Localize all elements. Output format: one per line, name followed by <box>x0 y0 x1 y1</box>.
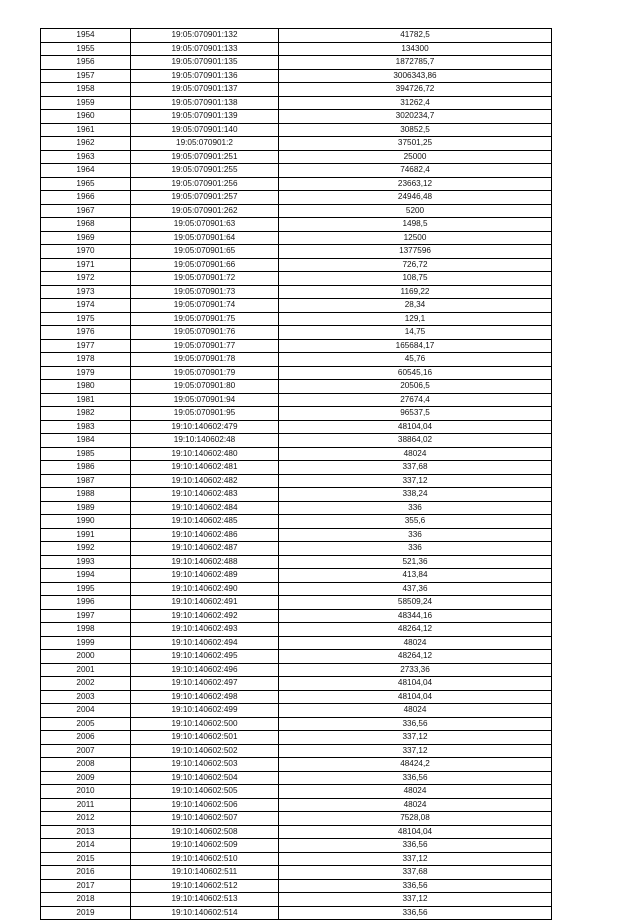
table-row <box>41 677 552 691</box>
row-number-cell: 1989 <box>41 501 131 515</box>
cadastral-number-cell: 19:10:140602:505 <box>131 785 279 799</box>
table-row <box>41 758 552 772</box>
table-row <box>41 582 552 596</box>
cadastral-number-cell: 19:05:070901:78 <box>131 353 279 367</box>
table-row <box>41 299 552 313</box>
table-row <box>41 150 552 164</box>
value-cell: 41782,5 <box>279 29 552 43</box>
table-row <box>41 798 552 812</box>
row-number-cell: 1985 <box>41 447 131 461</box>
row-number-cell: 1969 <box>41 231 131 245</box>
cadastral-number-cell: 19:05:070901:63 <box>131 218 279 232</box>
cadastral-number-cell: 19:05:070901:132 <box>131 29 279 43</box>
cadastral-number-cell: 19:10:140602:486 <box>131 528 279 542</box>
table-row <box>41 231 552 245</box>
cadastral-number-cell: 19:05:070901:2 <box>131 137 279 151</box>
row-number-cell: 1979 <box>41 366 131 380</box>
value-cell: 337,12 <box>279 474 552 488</box>
cadastral-number-cell: 19:10:140602:489 <box>131 569 279 583</box>
table-row <box>41 731 552 745</box>
value-cell: 336,56 <box>279 906 552 920</box>
row-number-cell: 1980 <box>41 380 131 394</box>
table-row <box>41 704 552 718</box>
document-page <box>40 28 551 920</box>
row-number-cell: 1976 <box>41 326 131 340</box>
cadastral-number-cell: 19:05:070901:262 <box>131 204 279 218</box>
cadastral-number-cell: 19:10:140602:508 <box>131 825 279 839</box>
table-row <box>41 515 552 529</box>
table-row <box>41 744 552 758</box>
row-number-cell: 1971 <box>41 258 131 272</box>
cadastral-number-cell: 19:10:140602:497 <box>131 677 279 691</box>
row-number-cell: 1966 <box>41 191 131 205</box>
cadastral-number-cell: 19:05:070901:77 <box>131 339 279 353</box>
row-number-cell: 1968 <box>41 218 131 232</box>
value-cell: 165684,17 <box>279 339 552 353</box>
table-row <box>41 461 552 475</box>
table-row <box>41 569 552 583</box>
cadastral-number-cell: 19:05:070901:256 <box>131 177 279 191</box>
value-cell: 337,68 <box>279 461 552 475</box>
value-cell: 336 <box>279 501 552 515</box>
table-row <box>41 906 552 920</box>
table-row <box>41 258 552 272</box>
row-number-cell: 2016 <box>41 866 131 880</box>
cadastral-number-cell: 19:10:140602:488 <box>131 555 279 569</box>
cadastral-number-cell: 19:10:140602:485 <box>131 515 279 529</box>
value-cell: 337,12 <box>279 852 552 866</box>
cadastral-number-cell: 19:10:140602:498 <box>131 690 279 704</box>
value-cell: 37501,25 <box>279 137 552 151</box>
row-number-cell: 1991 <box>41 528 131 542</box>
row-number-cell: 2008 <box>41 758 131 772</box>
value-cell: 336,56 <box>279 771 552 785</box>
row-number-cell: 1999 <box>41 636 131 650</box>
cadastral-number-cell: 19:10:140602:484 <box>131 501 279 515</box>
value-cell: 338,24 <box>279 488 552 502</box>
cadastral-number-cell: 19:05:070901:136 <box>131 69 279 83</box>
cadastral-number-cell: 19:10:140602:513 <box>131 893 279 907</box>
table-row <box>41 191 552 205</box>
table-row <box>41 312 552 326</box>
row-number-cell: 1978 <box>41 353 131 367</box>
cadastral-number-cell: 19:10:140602:511 <box>131 866 279 880</box>
row-number-cell: 1958 <box>41 83 131 97</box>
cadastral-number-cell: 19:05:070901:65 <box>131 245 279 259</box>
row-number-cell: 1997 <box>41 609 131 623</box>
value-cell: 108,75 <box>279 272 552 286</box>
row-number-cell: 2003 <box>41 690 131 704</box>
table-row <box>41 272 552 286</box>
value-cell: 48104,04 <box>279 420 552 434</box>
value-cell: 336,56 <box>279 839 552 853</box>
row-number-cell: 1982 <box>41 407 131 421</box>
row-number-cell: 1992 <box>41 542 131 556</box>
cadastral-number-cell: 19:10:140602:514 <box>131 906 279 920</box>
row-number-cell: 1961 <box>41 123 131 137</box>
cadastral-number-cell: 19:05:070901:94 <box>131 393 279 407</box>
value-cell: 1872785,7 <box>279 56 552 70</box>
cadastral-number-cell: 19:10:140602:494 <box>131 636 279 650</box>
row-number-cell: 2005 <box>41 717 131 731</box>
value-cell: 129,1 <box>279 312 552 326</box>
value-cell: 58509,24 <box>279 596 552 610</box>
table-row <box>41 245 552 259</box>
table-row <box>41 83 552 97</box>
table-row <box>41 285 552 299</box>
cadastral-number-cell: 19:05:070901:139 <box>131 110 279 124</box>
table-row <box>41 555 552 569</box>
data-table <box>40 28 552 920</box>
table-row <box>41 326 552 340</box>
cadastral-number-cell: 19:10:140602:500 <box>131 717 279 731</box>
table-row <box>41 879 552 893</box>
value-cell: 96537,5 <box>279 407 552 421</box>
row-number-cell: 1956 <box>41 56 131 70</box>
cadastral-number-cell: 19:05:070901:79 <box>131 366 279 380</box>
value-cell: 134300 <box>279 42 552 56</box>
table-row <box>41 69 552 83</box>
cadastral-number-cell: 19:10:140602:483 <box>131 488 279 502</box>
cadastral-number-cell: 19:10:140602:509 <box>131 839 279 853</box>
value-cell: 14,75 <box>279 326 552 340</box>
table-row <box>41 663 552 677</box>
table-row <box>41 825 552 839</box>
value-cell: 7528,08 <box>279 812 552 826</box>
value-cell: 521,36 <box>279 555 552 569</box>
cadastral-number-cell: 19:05:070901:251 <box>131 150 279 164</box>
table-row <box>41 393 552 407</box>
table-row <box>41 420 552 434</box>
cadastral-number-cell: 19:10:140602:506 <box>131 798 279 812</box>
table-row <box>41 528 552 542</box>
row-number-cell: 1987 <box>41 474 131 488</box>
value-cell: 336,56 <box>279 879 552 893</box>
cadastral-number-cell: 19:10:140602:510 <box>131 852 279 866</box>
value-cell: 45,76 <box>279 353 552 367</box>
table-row <box>41 339 552 353</box>
cadastral-number-cell: 19:05:070901:138 <box>131 96 279 110</box>
table-row <box>41 866 552 880</box>
cadastral-number-cell: 19:05:070901:64 <box>131 231 279 245</box>
row-number-cell: 1983 <box>41 420 131 434</box>
row-number-cell: 1998 <box>41 623 131 637</box>
row-number-cell: 2019 <box>41 906 131 920</box>
row-number-cell: 1963 <box>41 150 131 164</box>
row-number-cell: 1984 <box>41 434 131 448</box>
row-number-cell: 1973 <box>41 285 131 299</box>
cadastral-number-cell: 19:05:070901:95 <box>131 407 279 421</box>
row-number-cell: 2012 <box>41 812 131 826</box>
table-row <box>41 474 552 488</box>
value-cell: 25000 <box>279 150 552 164</box>
value-cell: 74682,4 <box>279 164 552 178</box>
value-cell: 24946,48 <box>279 191 552 205</box>
value-cell: 3006343,86 <box>279 69 552 83</box>
value-cell: 12500 <box>279 231 552 245</box>
row-number-cell: 1970 <box>41 245 131 259</box>
table-row <box>41 488 552 502</box>
cadastral-number-cell: 19:10:140602:504 <box>131 771 279 785</box>
cadastral-number-cell: 19:05:070901:255 <box>131 164 279 178</box>
row-number-cell: 2010 <box>41 785 131 799</box>
value-cell: 48024 <box>279 447 552 461</box>
cadastral-number-cell: 19:05:070901:66 <box>131 258 279 272</box>
row-number-cell: 1993 <box>41 555 131 569</box>
value-cell: 60545,16 <box>279 366 552 380</box>
value-cell: 27674,4 <box>279 393 552 407</box>
value-cell: 1377596 <box>279 245 552 259</box>
value-cell: 28,34 <box>279 299 552 313</box>
table-row <box>41 353 552 367</box>
value-cell: 437,36 <box>279 582 552 596</box>
value-cell: 48024 <box>279 798 552 812</box>
row-number-cell: 1996 <box>41 596 131 610</box>
row-number-cell: 2002 <box>41 677 131 691</box>
cadastral-number-cell: 19:10:140602:481 <box>131 461 279 475</box>
table-row <box>41 852 552 866</box>
row-number-cell: 2014 <box>41 839 131 853</box>
row-number-cell: 2015 <box>41 852 131 866</box>
row-number-cell: 1975 <box>41 312 131 326</box>
table-row <box>41 56 552 70</box>
table-row <box>41 542 552 556</box>
row-number-cell: 2009 <box>41 771 131 785</box>
row-number-cell: 1962 <box>41 137 131 151</box>
table-row <box>41 434 552 448</box>
row-number-cell: 1988 <box>41 488 131 502</box>
cadastral-number-cell: 19:10:140602:48 <box>131 434 279 448</box>
value-cell: 1169,22 <box>279 285 552 299</box>
value-cell: 337,12 <box>279 744 552 758</box>
cadastral-number-cell: 19:05:070901:76 <box>131 326 279 340</box>
value-cell: 48424,2 <box>279 758 552 772</box>
row-number-cell: 1995 <box>41 582 131 596</box>
table-row <box>41 123 552 137</box>
value-cell: 2733,36 <box>279 663 552 677</box>
cadastral-number-cell: 19:10:140602:495 <box>131 650 279 664</box>
table-row <box>41 785 552 799</box>
cadastral-number-cell: 19:10:140602:480 <box>131 447 279 461</box>
table-row <box>41 771 552 785</box>
value-cell: 336,56 <box>279 717 552 731</box>
table-row <box>41 623 552 637</box>
value-cell: 48264,12 <box>279 650 552 664</box>
cadastral-number-cell: 19:05:070901:73 <box>131 285 279 299</box>
table-row <box>41 137 552 151</box>
value-cell: 1498,5 <box>279 218 552 232</box>
row-number-cell: 2006 <box>41 731 131 745</box>
cadastral-number-cell: 19:05:070901:137 <box>131 83 279 97</box>
value-cell: 726,72 <box>279 258 552 272</box>
value-cell: 413,84 <box>279 569 552 583</box>
value-cell: 30852,5 <box>279 123 552 137</box>
row-number-cell: 2017 <box>41 879 131 893</box>
table-row <box>41 717 552 731</box>
row-number-cell: 2011 <box>41 798 131 812</box>
row-number-cell: 1959 <box>41 96 131 110</box>
row-number-cell: 1964 <box>41 164 131 178</box>
table-row <box>41 690 552 704</box>
value-cell: 337,12 <box>279 893 552 907</box>
table-row <box>41 501 552 515</box>
cadastral-number-cell: 19:10:140602:507 <box>131 812 279 826</box>
value-cell: 355,6 <box>279 515 552 529</box>
table-body <box>41 29 552 920</box>
value-cell: 23663,12 <box>279 177 552 191</box>
table-row <box>41 29 552 43</box>
table-row <box>41 164 552 178</box>
cadastral-number-cell: 19:05:070901:135 <box>131 56 279 70</box>
table-row <box>41 407 552 421</box>
row-number-cell: 1990 <box>41 515 131 529</box>
table-row <box>41 96 552 110</box>
cadastral-number-cell: 19:10:140602:496 <box>131 663 279 677</box>
table-row <box>41 366 552 380</box>
row-number-cell: 1965 <box>41 177 131 191</box>
table-row <box>41 596 552 610</box>
table-row <box>41 380 552 394</box>
table-row <box>41 839 552 853</box>
row-number-cell: 2001 <box>41 663 131 677</box>
row-number-cell: 2013 <box>41 825 131 839</box>
value-cell: 48344,16 <box>279 609 552 623</box>
table-row <box>41 447 552 461</box>
row-number-cell: 1994 <box>41 569 131 583</box>
row-number-cell: 1972 <box>41 272 131 286</box>
value-cell: 337,12 <box>279 731 552 745</box>
cadastral-number-cell: 19:05:070901:257 <box>131 191 279 205</box>
cadastral-number-cell: 19:10:140602:501 <box>131 731 279 745</box>
table-row <box>41 650 552 664</box>
table-row <box>41 218 552 232</box>
value-cell: 48264,12 <box>279 623 552 637</box>
value-cell: 3020234,7 <box>279 110 552 124</box>
value-cell: 336 <box>279 542 552 556</box>
table-row <box>41 812 552 826</box>
value-cell: 337,68 <box>279 866 552 880</box>
value-cell: 48024 <box>279 636 552 650</box>
value-cell: 48024 <box>279 704 552 718</box>
value-cell: 48104,04 <box>279 677 552 691</box>
value-cell: 48104,04 <box>279 825 552 839</box>
table-row <box>41 177 552 191</box>
row-number-cell: 1957 <box>41 69 131 83</box>
cadastral-number-cell: 19:10:140602:503 <box>131 758 279 772</box>
value-cell: 394726,72 <box>279 83 552 97</box>
row-number-cell: 1981 <box>41 393 131 407</box>
cadastral-number-cell: 19:10:140602:482 <box>131 474 279 488</box>
row-number-cell: 1967 <box>41 204 131 218</box>
cadastral-number-cell: 19:05:070901:75 <box>131 312 279 326</box>
row-number-cell: 1960 <box>41 110 131 124</box>
value-cell: 20506,5 <box>279 380 552 394</box>
row-number-cell: 2007 <box>41 744 131 758</box>
row-number-cell: 2004 <box>41 704 131 718</box>
row-number-cell: 1955 <box>41 42 131 56</box>
cadastral-number-cell: 19:05:070901:133 <box>131 42 279 56</box>
table-row <box>41 110 552 124</box>
cadastral-number-cell: 19:05:070901:80 <box>131 380 279 394</box>
row-number-cell: 2018 <box>41 893 131 907</box>
cadastral-number-cell: 19:10:140602:512 <box>131 879 279 893</box>
cadastral-number-cell: 19:10:140602:479 <box>131 420 279 434</box>
cadastral-number-cell: 19:05:070901:74 <box>131 299 279 313</box>
row-number-cell: 1974 <box>41 299 131 313</box>
value-cell: 48024 <box>279 785 552 799</box>
cadastral-number-cell: 19:05:070901:140 <box>131 123 279 137</box>
cadastral-number-cell: 19:10:140602:492 <box>131 609 279 623</box>
value-cell: 38864,02 <box>279 434 552 448</box>
row-number-cell: 1986 <box>41 461 131 475</box>
value-cell: 336 <box>279 528 552 542</box>
row-number-cell: 1977 <box>41 339 131 353</box>
table-row <box>41 636 552 650</box>
value-cell: 5200 <box>279 204 552 218</box>
table-row <box>41 609 552 623</box>
table-row <box>41 42 552 56</box>
row-number-cell: 1954 <box>41 29 131 43</box>
cadastral-number-cell: 19:10:140602:487 <box>131 542 279 556</box>
cadastral-number-cell: 19:05:070901:72 <box>131 272 279 286</box>
table-row <box>41 204 552 218</box>
cadastral-number-cell: 19:10:140602:499 <box>131 704 279 718</box>
cadastral-number-cell: 19:10:140602:490 <box>131 582 279 596</box>
row-number-cell: 2000 <box>41 650 131 664</box>
cadastral-number-cell: 19:10:140602:491 <box>131 596 279 610</box>
value-cell: 31262,4 <box>279 96 552 110</box>
cadastral-number-cell: 19:10:140602:493 <box>131 623 279 637</box>
table-row <box>41 893 552 907</box>
value-cell: 48104,04 <box>279 690 552 704</box>
cadastral-number-cell: 19:10:140602:502 <box>131 744 279 758</box>
